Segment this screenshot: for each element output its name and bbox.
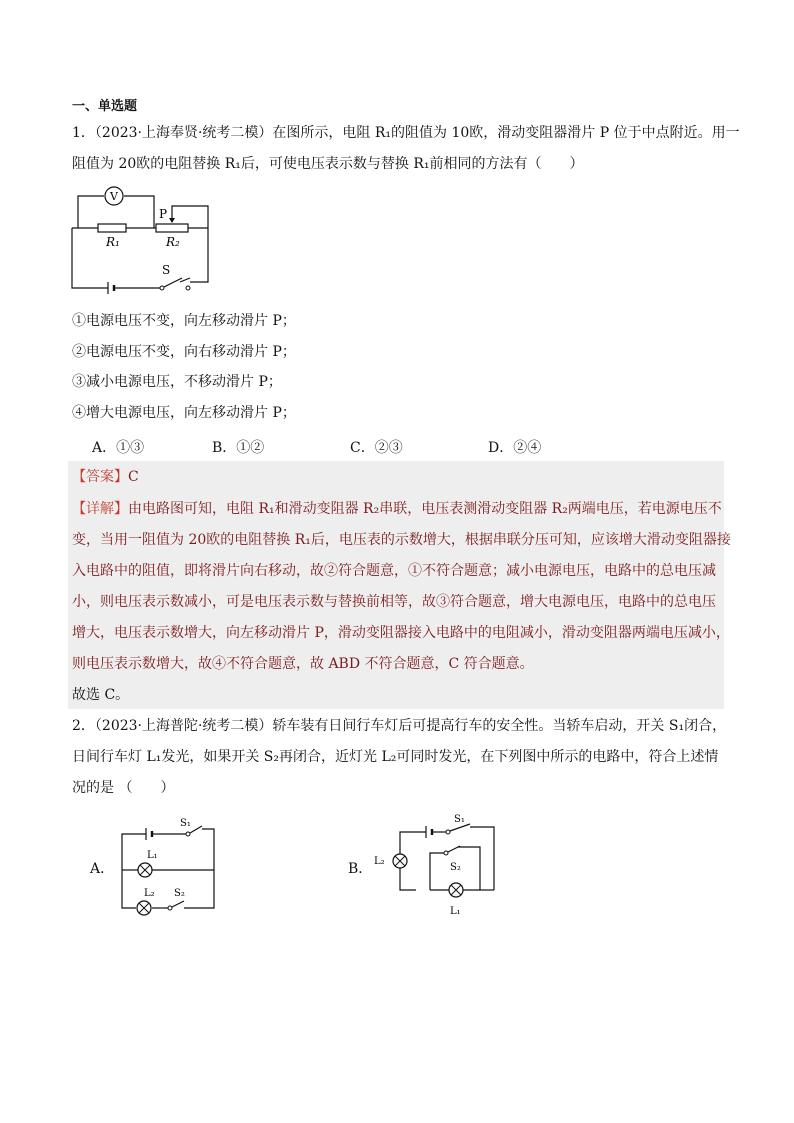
- q1-stem-line-1: 1．（2023·上海奉贤·统考二模）在图所示，电阻 R₁的阻值为 10欧，滑动变阻器滑片 P 位于中点附近。用一: [72, 125, 740, 141]
- detail-line-6: 则电压表示数增大，故④不符合题意，故 ABD 不符合题意，C 符合题意。: [72, 656, 534, 672]
- detail-line-2: 变，当用一阻值为 20欧的电阻替换 R₁后，电压表的示数增大，根据串联分压可知，应该增大滑动变阻器接: [72, 532, 731, 548]
- l1-label: L₁: [147, 850, 158, 861]
- q1-item-2: ②电源电压不变，向右移动滑片 P；: [72, 344, 296, 360]
- answer-value: C: [128, 469, 139, 485]
- resistor-r1: [98, 224, 126, 232]
- r2-label: R₂: [166, 235, 180, 249]
- conclusion: 故选 C。: [72, 687, 130, 703]
- switch-label: S: [162, 263, 171, 277]
- detail-line-5: 增大，电压表示数增大，向左移动滑片 P，滑动变阻器接入电路中的电阻减小，滑动变阻器两端电压减小，: [72, 625, 730, 641]
- q2-stem-line-2: 日间行车灯 L₁发光，如果开关 S₂再闭合，近灯光 L₂可同时发光，在下列图中所示的电路中，符合上述情: [72, 749, 719, 765]
- q2-option-a-circuit: [116, 812, 222, 918]
- answer-tag: 【答案】: [72, 469, 128, 485]
- q2-stem-line-1: 2．（2023·上海普陀·统考二模）轿车装有日间行车灯后可提高行车的安全性。当轿车启动，开关 S₁闭合，: [72, 718, 727, 734]
- q1-stem-line-2: 阻值为 20欧的电阻替换 R₁后，可使电压表示数与替换 R₁前相同的方法有（ ）: [72, 156, 584, 172]
- detail-line-1: [72, 499, 722, 519]
- resistor-r2: [156, 224, 188, 232]
- s2-contact-left: [168, 906, 172, 910]
- s2-lever: [448, 846, 460, 852]
- s1-lever: [190, 826, 202, 833]
- q2-option-b-label: B．: [348, 861, 373, 877]
- q1-circuit-diagram: [70, 178, 220, 300]
- s1-label: S₁: [180, 818, 191, 829]
- voltmeter-label: V: [110, 190, 118, 203]
- l2-label: L₂: [144, 888, 155, 899]
- slider-arrow-icon: [169, 218, 175, 223]
- switch-contact-left: [160, 286, 164, 290]
- s1-contact-left: [446, 830, 450, 834]
- q2-stem-line-3: 况的是 （ ）: [72, 780, 175, 796]
- q1-item-4: ④增大电源电压，向左移动滑片 P；: [72, 405, 296, 421]
- answer-row: [72, 467, 139, 487]
- switch-lever: [164, 278, 182, 287]
- q1-item-1: ①电源电压不变，向左移动滑片 P；: [72, 313, 296, 329]
- slider-label: P: [159, 207, 168, 221]
- s2-label: S₂: [450, 862, 461, 873]
- q2-option-b-circuit: [372, 810, 504, 922]
- s2-contact-left: [444, 851, 448, 855]
- switch-contact-right: [186, 286, 190, 290]
- detail-text-1: 由电路图可知，电阻 R₁和滑动变阻器 R₂串联，电压表测滑动变阻器 R₂两端电压，若电源电压不: [128, 501, 722, 517]
- q2-option-a-label: A．: [90, 861, 115, 877]
- s2-lever: [172, 901, 184, 907]
- l1-label: L₁: [450, 906, 461, 917]
- q1-option-c: C．②③: [350, 440, 403, 456]
- detail-tag: 【详解】: [72, 501, 128, 517]
- q1-option-d: D．②④: [488, 440, 542, 456]
- r1-label: R₁: [106, 235, 120, 249]
- q1-option-b: B．①②: [212, 440, 265, 456]
- q1-item-3: ③减小电源电压，不移动滑片 P；: [72, 374, 282, 390]
- s1-lever: [450, 824, 470, 831]
- detail-line-3: 入电路中的阻值，即将滑片向右移动，故②符合题意，①不符合题意；减小电源电压，电路中的总电压减: [72, 563, 716, 579]
- detail-line-4: 小，则电压表示数减小，可是电压表示数与替换前相等，故③符合题意，增大电源电压，电路中的总电压: [72, 594, 716, 610]
- s1-label: S₁: [454, 814, 465, 825]
- s2-label: S₂: [174, 888, 185, 899]
- l2-label: L₂: [374, 856, 385, 867]
- section-title: 一、单选题: [72, 99, 138, 114]
- s1-contact-left: [186, 832, 190, 836]
- q1-option-a: A．①③: [92, 440, 145, 456]
